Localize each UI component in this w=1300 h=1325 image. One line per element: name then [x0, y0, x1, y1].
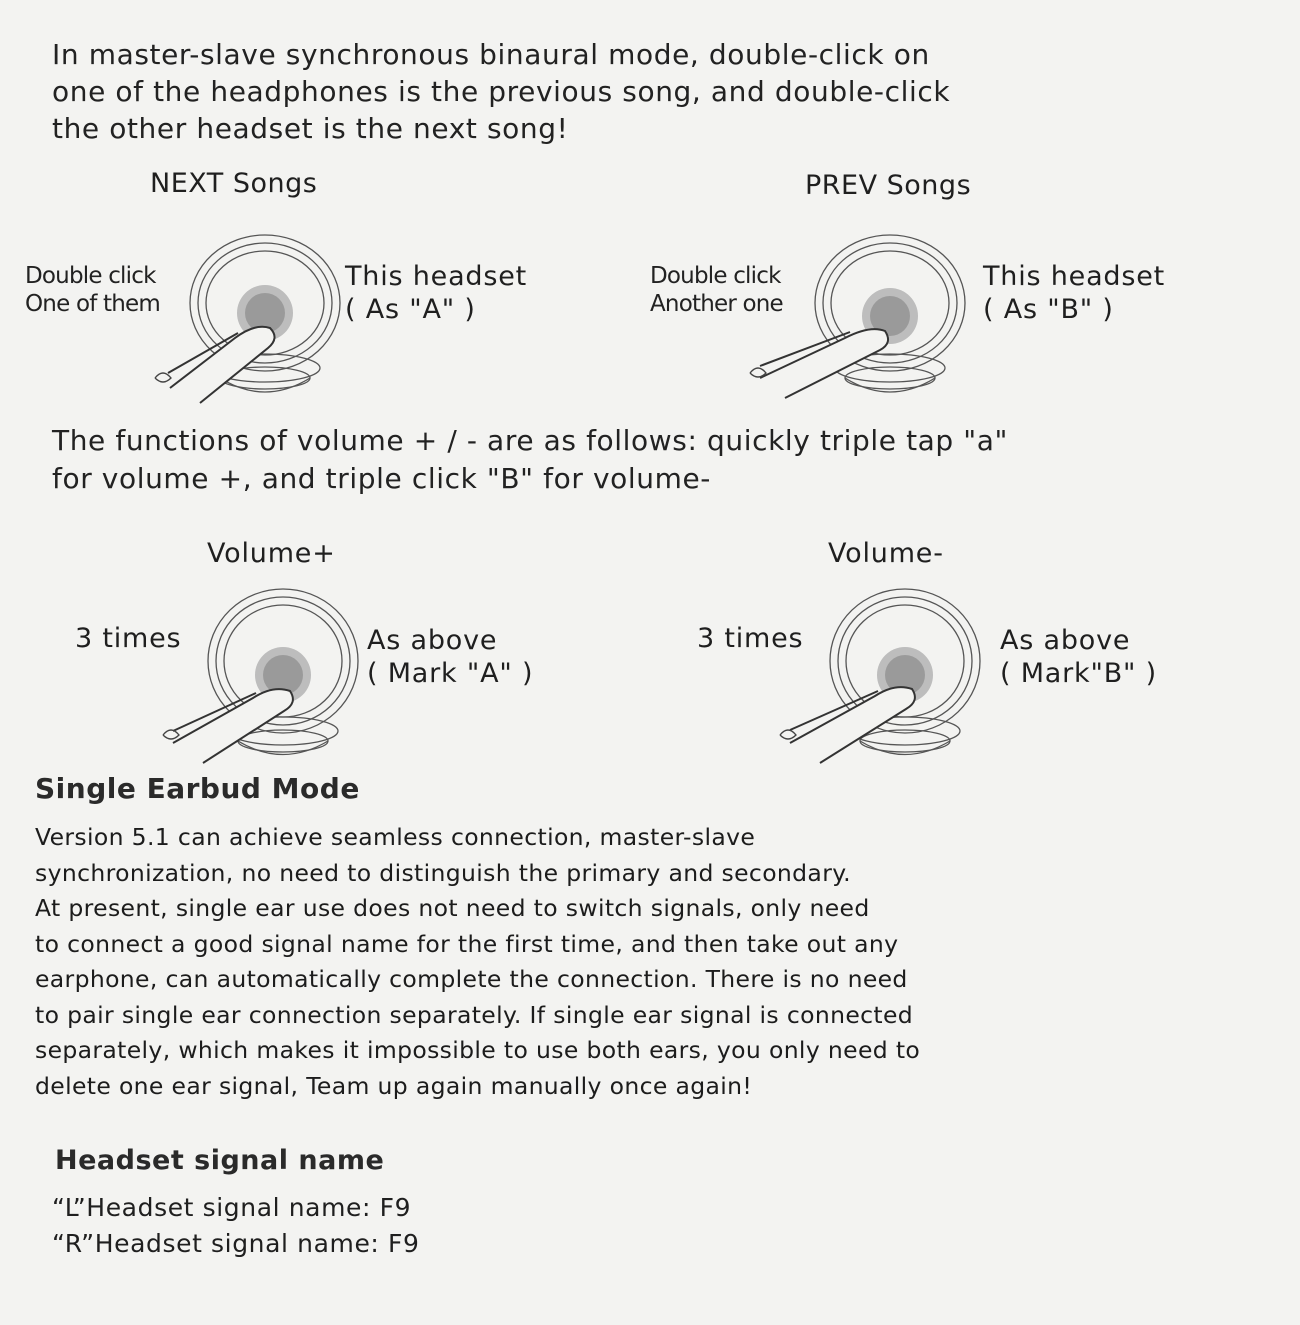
volume-up-title: Volume+ — [207, 538, 336, 569]
volume-line: for volume +, and triple click "B" for volume- — [52, 462, 711, 495]
earbud-tap-icon — [180, 228, 355, 403]
single-mode-line: synchronization, no need to distinguish the primary and secondary. — [35, 858, 851, 887]
volume-line: The functions of volume + / - are as follows: quickly triple tap "a" — [52, 424, 1009, 457]
next-action-line1: Double click — [25, 263, 156, 289]
volume-up-target-line2: ( Mark "A" ) — [367, 658, 534, 689]
volume-up-target-label — [367, 624, 533, 690]
volume-paragraph — [52, 422, 1008, 498]
intro-line: In master-slave synchronous binaural mode, double-click on — [52, 38, 930, 71]
signal-name-left: “L”Headset signal name: F9 — [52, 1193, 412, 1222]
prev-songs-title: PREV Songs — [805, 170, 972, 201]
next-target-line2: ( As "A" ) — [345, 294, 476, 325]
earbud-tap-icon — [198, 583, 373, 768]
prev-target-line1: This headset — [983, 261, 1166, 292]
single-mode-line: Version 5.1 can achieve seamless connection, master-slave — [35, 823, 756, 851]
volume-down-target-line1: As above — [1000, 625, 1131, 656]
single-mode-line: earphone, can automatically complete the connection. There is no need — [35, 965, 908, 993]
intro-line: the other headset is the next song! — [52, 112, 569, 145]
single-mode-heading: Single Earbud Mode — [35, 772, 360, 805]
volume-down-target-line2: ( Mark"B" ) — [1000, 658, 1157, 689]
prev-target-label — [983, 260, 1165, 326]
single-mode-line: At present, single ear use does not need to switch signals, only need — [35, 894, 870, 922]
volume-down-title: Volume- — [828, 538, 944, 569]
intro-paragraph — [52, 36, 950, 147]
single-mode-line: to pair single ear connection separately. If single ear signal is connected — [35, 1000, 914, 1029]
next-action-line2: One of them — [25, 291, 160, 317]
earbud-tap-icon — [820, 583, 995, 768]
earbud-tap-icon — [805, 228, 980, 403]
single-mode-line: delete one ear signal, Team up again manually once again! — [35, 1071, 753, 1100]
signal-name-right: “R”Headset signal name: F9 — [52, 1229, 420, 1258]
single-mode-line: separately, which makes it impossible to use both ears, you only need to — [35, 1036, 921, 1064]
signal-name-heading: Headset signal name — [55, 1145, 385, 1176]
volume-down-action: 3 times — [697, 623, 804, 654]
next-target-label — [345, 260, 527, 326]
next-target-line1: This headset — [345, 261, 528, 292]
volume-up-target-line1: As above — [367, 625, 498, 656]
volume-up-action: 3 times — [75, 623, 182, 654]
prev-action-line2: Another one — [650, 291, 783, 317]
signal-name-list — [52, 1190, 419, 1262]
prev-target-line2: ( As "B" ) — [983, 294, 1114, 325]
single-mode-line: to connect a good signal name for the first time, and then take out any — [35, 929, 899, 958]
prev-action-line1: Double click — [650, 263, 781, 289]
intro-line: one of the headphones is the previous song, and double-click — [52, 75, 951, 108]
single-mode-body — [35, 820, 920, 1104]
volume-down-target-label — [1000, 624, 1157, 690]
next-songs-title: NEXT Songs — [150, 168, 318, 199]
